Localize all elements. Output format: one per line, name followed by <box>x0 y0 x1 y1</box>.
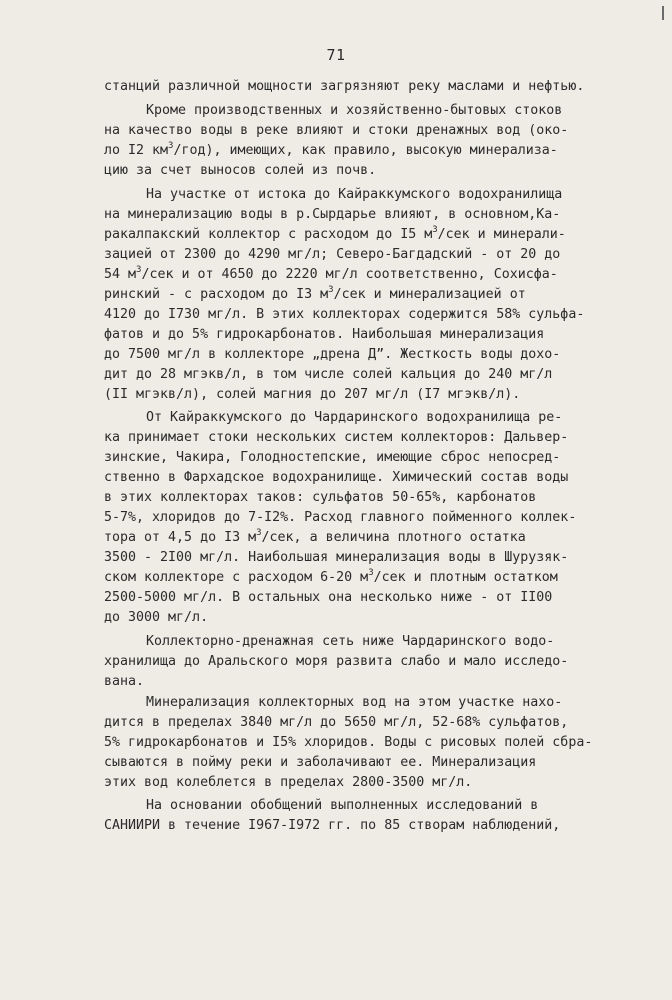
text-line: От Кайраккумского до Чардаринского водохранилища ре- <box>146 410 563 425</box>
text-segment: /сек и от 4650 до 2220 мг/л соответственно, Сохисфа- <box>141 267 558 282</box>
text-line: На участке от истока до Кайраккумского водохранилища <box>146 187 563 202</box>
text-line: ка принимает стоки нескольких систем коллекторов: Дальвер- <box>104 430 569 445</box>
text-line <box>104 224 566 243</box>
page-number: 71 <box>326 46 346 64</box>
text-line: зинские, Чакира, Голодностепские, имеющие сброс непосред- <box>104 450 561 465</box>
page-edge-mark <box>662 6 664 20</box>
superscript: 3 <box>136 264 142 275</box>
text-segment: /год), имеющих, как правило, высокую минерализа- <box>173 143 558 158</box>
text-line: до 3000 мг/л. <box>104 610 209 625</box>
text-line: дится в пределах 3840 мг/л до 5650 мг/л, 52-68% сульфатов, <box>104 715 569 730</box>
text-line: фатов и до 5% гидрокарбонатов. Наибольшая минерализация <box>104 327 545 342</box>
text-segment: 54 м <box>104 267 137 282</box>
text-segment: /сек и минерализацией от <box>333 287 526 302</box>
text-segment: /сек и плотным остатком <box>373 570 558 585</box>
text-line: вана. <box>104 674 145 689</box>
text-segment: ло I2 км <box>104 143 169 158</box>
text-line: на минерализацию воды в р.Сырдарье влияют, в основном,Ка- <box>104 207 561 222</box>
text-line: зацией от 2300 до 4290 мг/л; Северо-Багдадский - от 20 до <box>104 247 561 262</box>
superscript: 3 <box>256 527 262 538</box>
text-line: сываются в пойму реки и заболачивают ее. Минерализация <box>104 755 537 770</box>
text-line: в этих коллекторах таков: сульфатов 50-65%, карбонатов <box>104 490 537 505</box>
text-segment: ском коллекторе с расходом 6-20 м <box>104 570 369 585</box>
text-line: Кроме производственных и хозяйственно-бытовых стоков <box>146 103 563 118</box>
text-line: ственно в Фархадское водохранилище. Химический состав воды <box>104 470 569 485</box>
text-line: этих вод колеблется в пределах 2800-3500 мг/л. <box>104 775 473 790</box>
text-line: 5-7%, хлоридов до 7-I2%. Расход главного пойменного коллек- <box>104 510 577 525</box>
text-line <box>104 264 558 283</box>
text-line <box>104 140 558 159</box>
text-line: станций различной мощности загрязняют реку маслами и нефтью. <box>104 79 585 94</box>
text-line <box>104 527 526 546</box>
superscript: 3 <box>328 284 334 295</box>
text-line: до 7500 мг/л в коллекторе „дрена Д”. Жесткость воды дохо- <box>104 347 561 362</box>
text-line: 3500 - 2I00 мг/л. Наибольшая минерализация воды в Шурузяк- <box>104 550 569 565</box>
text-line: 4120 до I730 мг/л. В этих коллекторах содержится 58% сульфа- <box>104 307 585 322</box>
text-line <box>104 284 526 303</box>
text-line: хранилища до Аральского моря развита слабо и мало исследо- <box>104 654 569 669</box>
text-segment: тора от 4,5 до I3 м <box>104 530 257 545</box>
text-segment: /сек и минерали- <box>437 227 566 242</box>
text-line: САНИИРИ в течение I967-I972 гг. по 85 створам наблюдений, <box>104 818 561 833</box>
text-line: Коллекторно-дренажная сеть ниже Чардаринского водо- <box>146 634 555 649</box>
text-segment: ринский - с расходом до I3 м <box>104 287 329 302</box>
text-line: цию за счет выносов солей из почв. <box>104 163 377 178</box>
text-line: на качество воды в реке влияют и стоки дренажных вод (око- <box>104 123 569 138</box>
text-line: (II мгэкв/л), солей магния до 207 мг/л (I7 мгэкв/л). <box>104 387 521 402</box>
text-line: 2500-5000 мг/л. В остальных она несколько ниже - от II00 <box>104 590 553 605</box>
text-line <box>104 567 558 586</box>
superscript: 3 <box>168 140 174 151</box>
text-line: Минерализация коллекторных вод на этом участке нахо- <box>146 695 563 710</box>
text-segment: /сек, а величина плотного остатка <box>261 530 526 545</box>
text-line: 5% гидрокарбонатов и I5% хлоридов. Воды с рисовых полей сбра- <box>104 735 593 750</box>
text-line: дит до 28 мгэкв/л, в том числе солей кальция до 240 мг/л <box>104 367 553 382</box>
superscript: 3 <box>368 567 374 578</box>
text-segment: ракалпакский коллектор с расходом до I5 м <box>104 227 433 242</box>
superscript: 3 <box>432 224 438 235</box>
text-line: На основании обобщений выполненных исследований в <box>146 798 539 813</box>
